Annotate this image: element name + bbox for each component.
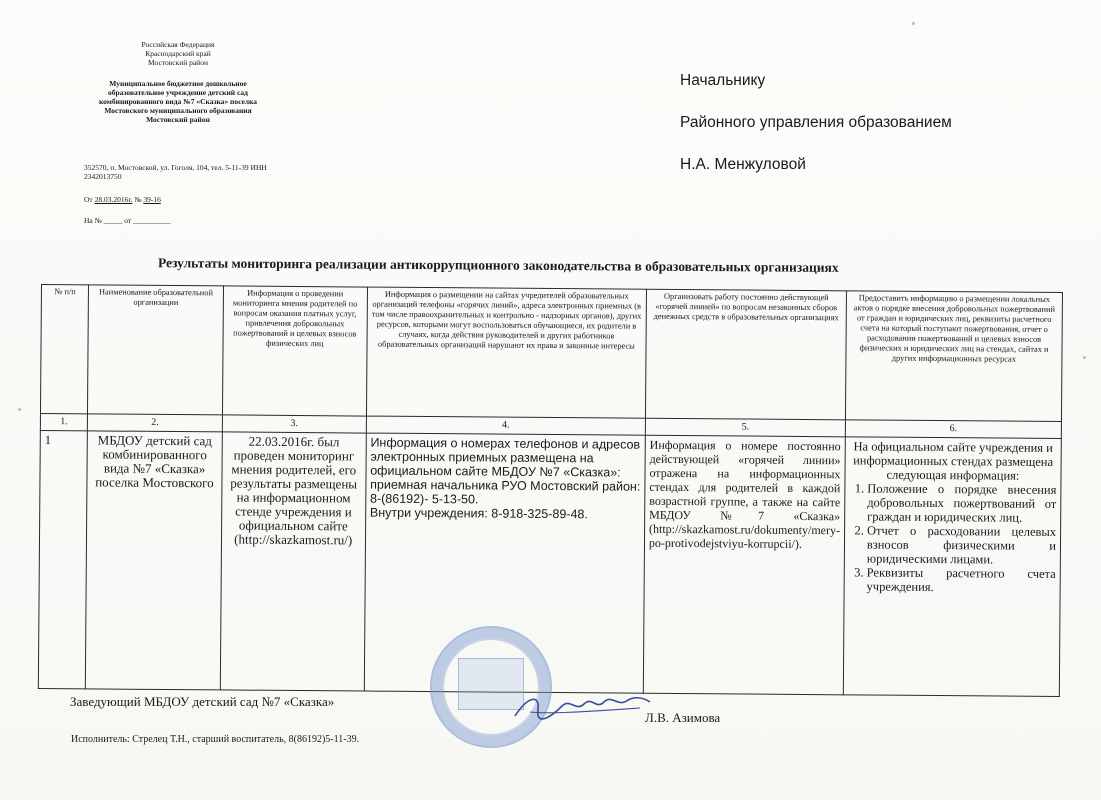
column-number: 5. [645, 418, 845, 437]
recipient-position: Начальнику [680, 72, 766, 89]
header-cell: Наименование образовательной организации [88, 285, 223, 415]
head-position: Заведующий МБДОУ детский сад №7 «Сказка» [70, 694, 335, 709]
outgoing-number: 39-16 [143, 195, 161, 204]
document-title: Результаты мониторинга реализации антикоррупционного законодательства в образовательных организациях [157, 255, 839, 275]
country-line: Российская Федерация [141, 40, 215, 49]
organization-cell: МБДОУ детский сад комбинированного вида №7 «Сказка» поселка Мостовского [86, 431, 222, 690]
column-number: 1. [40, 413, 87, 430]
organization-name: Муниципальное бюджетное дошкольное образовательное учреждение детский сад комбинированного вида №7 «Сказка» поселка Мостовского муниципального образования Мостовский район [98, 79, 258, 124]
local-acts-cell [843, 437, 1061, 697]
outgoing-registration: От 28.03.2016г. № 39-16 [84, 195, 161, 204]
organization-address: 352570, п. Мостовской, ул. Гоголя, 104, тел. 5-11-39 ИНН 2342013750 [84, 163, 267, 181]
region-line: Краснодарский край [145, 49, 211, 58]
recipient-department: Районного управления образованием [680, 114, 952, 131]
scan-speck [1083, 356, 1086, 359]
column-number: 6. [845, 420, 1061, 439]
header-cell: Предоставить информацию о размещении локальных актов о порядке внесения добровольных пожертвований от граждан и юридических лиц, реквизиты расчетного счета на который поступают пожертвования, отчет о расходовании пожертвований и целевых взносов физических и юридических лиц на стендах, сайтах и других информационных ресурсах [845, 291, 1062, 422]
table-header-row [40, 285, 1062, 422]
row-number: 1 [38, 430, 87, 688]
table-row [38, 430, 1061, 696]
sites-info: Информация о номерах телефонов и адресов электронных приемных размещена на официальном сайте МБДОУ №7 «Сказка»: приемная начальника РУО Мостовский район: 8-(86192)- 5-13-50. [369, 435, 641, 507]
header-cell: Информация о размещении на сайтах учредителей образовательных организаций телефоны «горячих линий», адреса электронных приемных (в том числе правоохранительных и контрольно - надзорных органов), других ресурсов, которыми могут воспользоваться обучающиеся, их родители в случаях, когда действия руководителей и других работников образовательных организаций нарушают их права и законные интересы [366, 287, 646, 418]
organization-letterhead [84, 40, 272, 124]
recipient-name: Н.А. Менжуловой [680, 156, 806, 173]
official-stamp [430, 626, 552, 748]
internal-phone: Внутри учреждения: 8-918-325-89-48. [369, 505, 588, 522]
district-line: Мостовский район [148, 58, 208, 67]
header-cell: Организовать работу постоянно действующей «горячей линией» по вопросам незаконных сборов денежных средств в образовательных организациях [645, 289, 846, 420]
list-item: 3. Реквизиты расчетного счета учреждения. [867, 565, 1056, 594]
header-cell: № п/п [40, 285, 88, 414]
monitoring-table [38, 284, 1063, 697]
scan-speck [18, 408, 21, 411]
signer-name: Л.В. Азимова [645, 710, 721, 725]
list-item: 1. Положение о порядке внесения добровольных пожертвований от граждан и юридических лиц. [867, 481, 1056, 524]
column-number: 2. [88, 414, 223, 432]
column-number: 4. [366, 416, 645, 435]
recipient-block [680, 70, 952, 196]
signature-image [510, 688, 660, 728]
local-acts-list [849, 481, 1057, 595]
hotline-cell: Информация о номере постоянно действующей «горячей линии» отражена на информационных стендах для родителей в каждой возрастной группе, а также на сайте МБДОУ №7 «Сказка» (http://skazkamost.ru/dokumenty/mery-po-protivodejstviyu-korrupcii/). [643, 435, 845, 695]
incoming-reference: На № _____ от __________ [84, 216, 171, 225]
header-cell: Информация о проведении мониторинга мнения родителей по вопросам оказания платных услуг, привлечения добровольных пожертвований и целевых взносов физических лиц [222, 286, 367, 416]
list-item: 2. Отчет о расходовании целевых взносов физическими и юридическими лицами. [867, 523, 1056, 566]
monitoring-cell: 22.03.2016г. был проведен мониторинг мнения родителей, его результаты размещены на информационном стенде учреждения и официальном сайте (http://skazkamost.ru/) [220, 432, 366, 691]
outgoing-date: 28.03.2016г. [94, 195, 133, 204]
executor-line: Исполнитель: Стрелец Т.Н., старший воспитатель, 8(86192)5-11-39. [71, 734, 360, 745]
column-number: 3. [222, 415, 366, 433]
local-acts-intro: На официальном сайте учреждения и информационных стендах размещена следующая информация: [853, 439, 1054, 483]
scan-speck [912, 22, 915, 25]
